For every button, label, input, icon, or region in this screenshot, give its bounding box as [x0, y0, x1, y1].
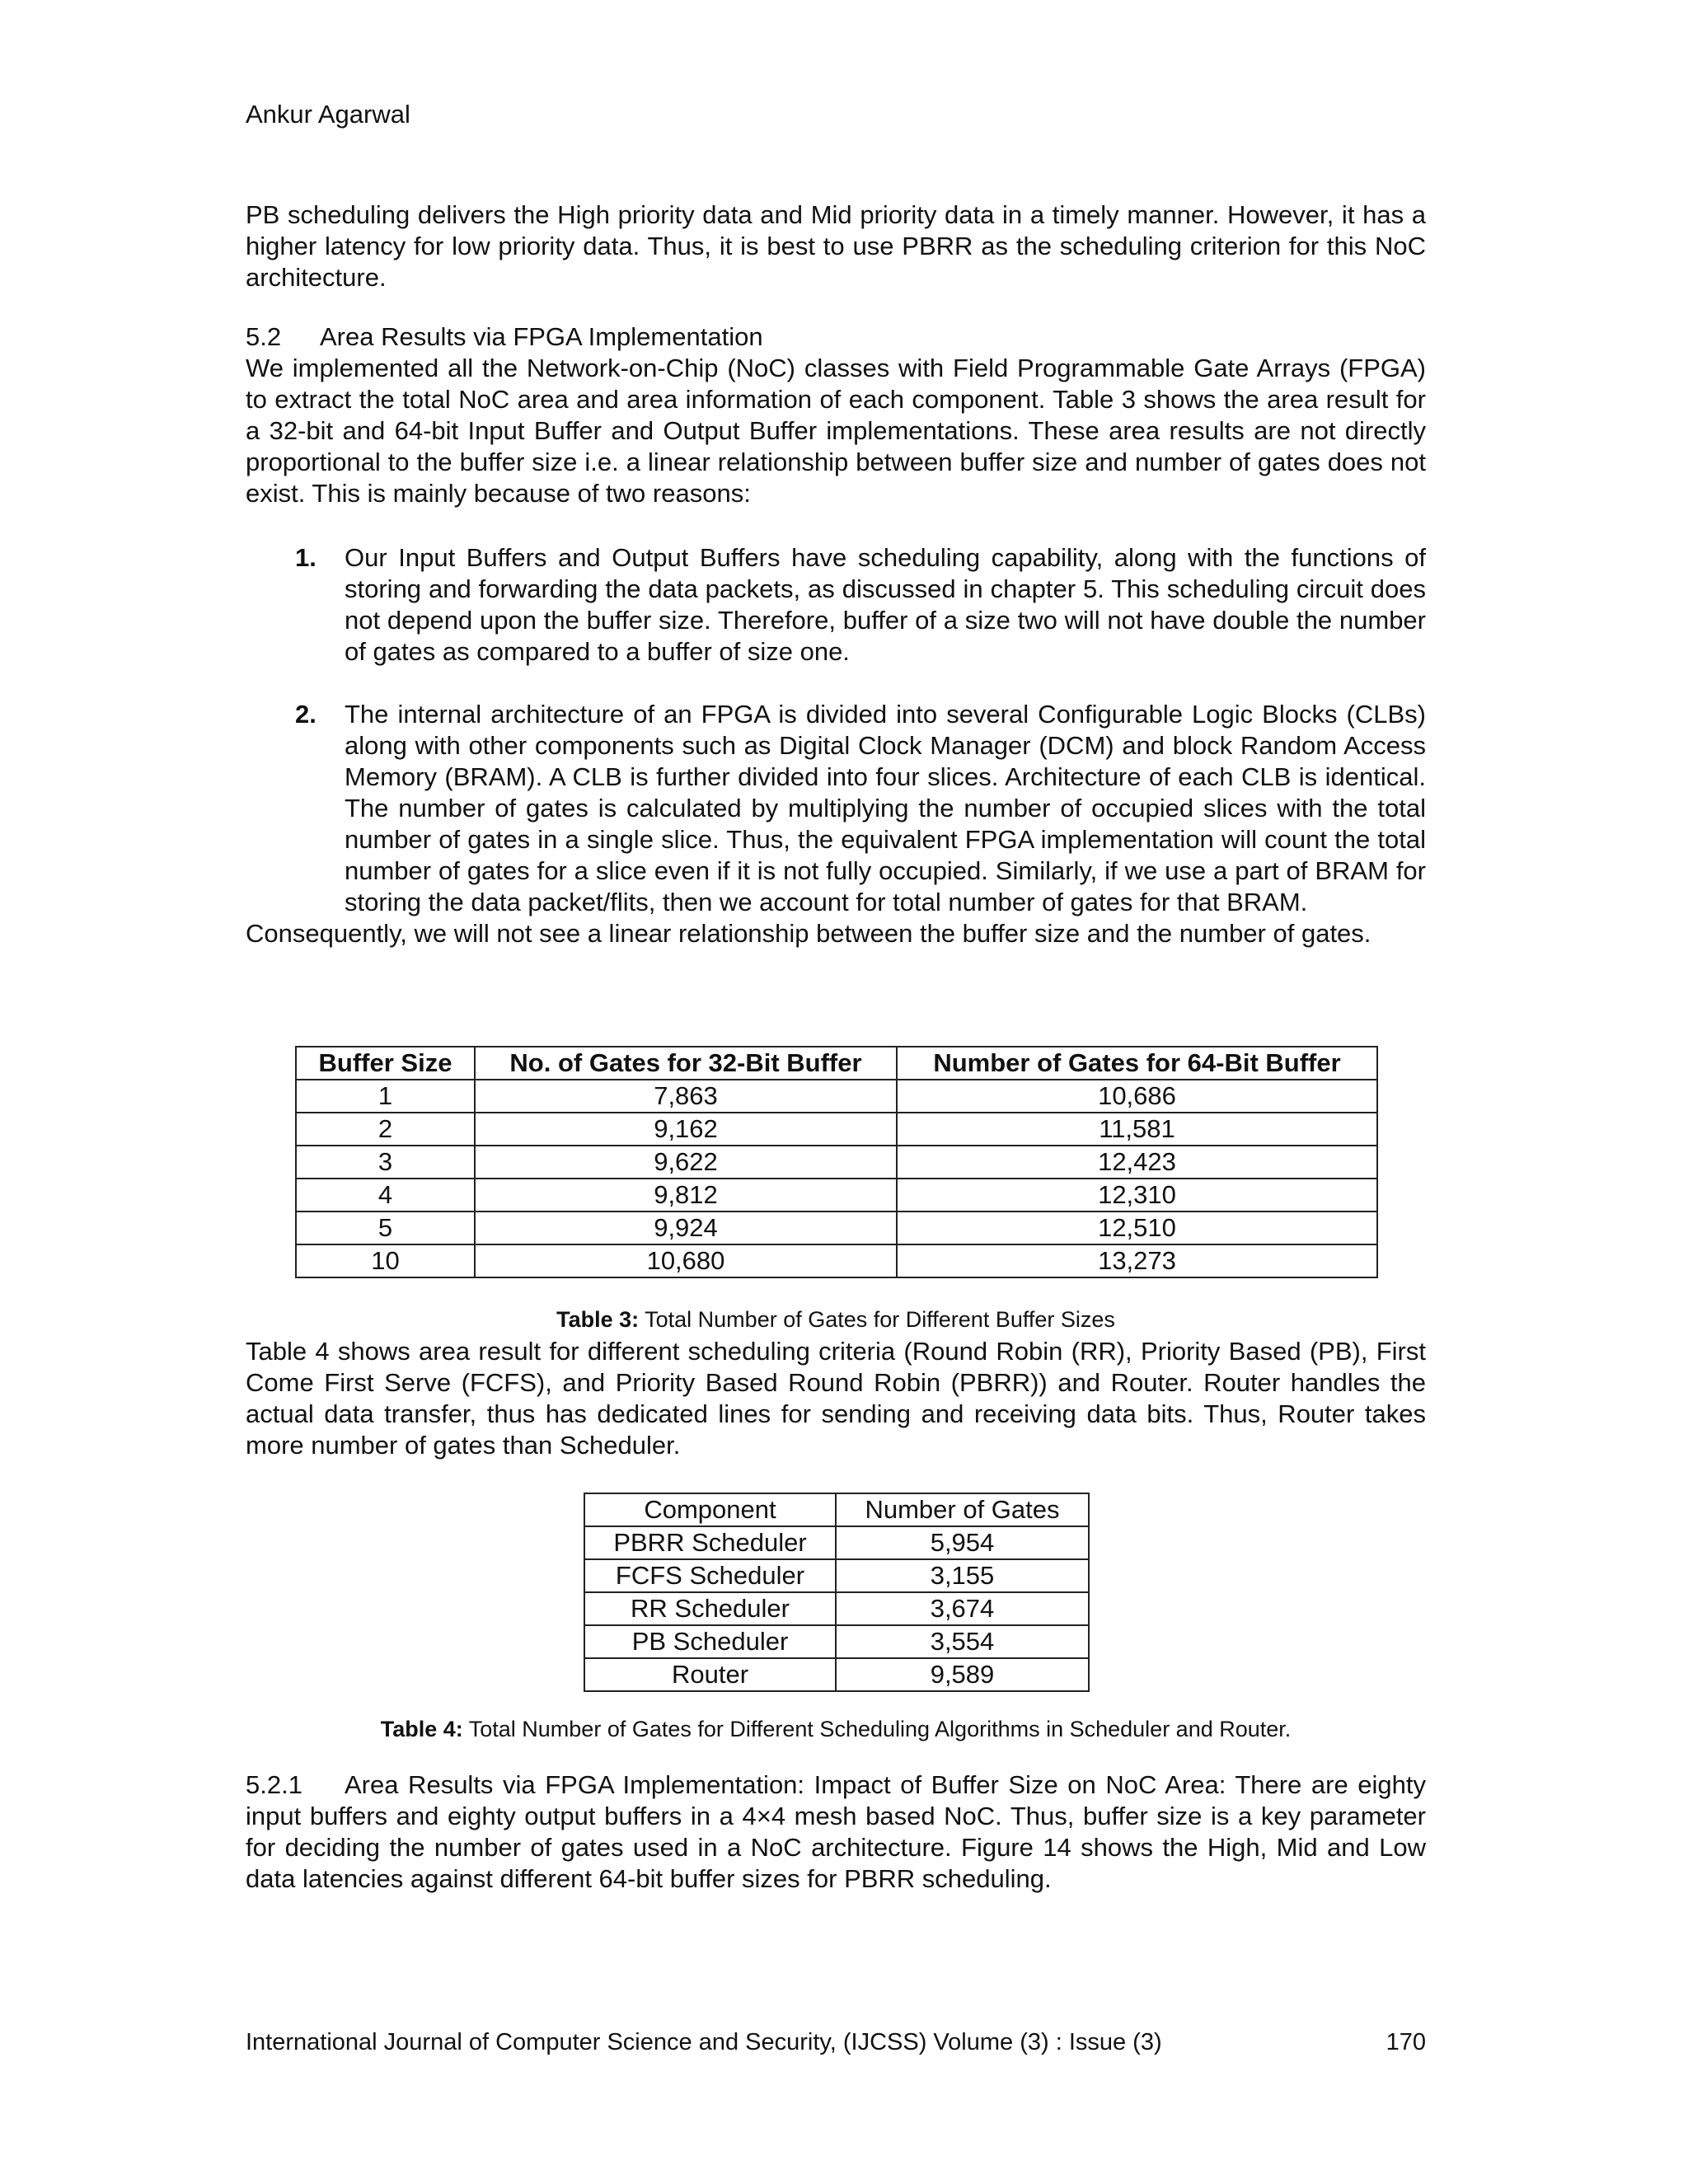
table-cell: 3,155 — [836, 1559, 1089, 1592]
conclusion-paragraph: Consequently, we will not see a linear relationship between the buffer size and the number of gates. — [246, 919, 1372, 948]
page-footer — [246, 2027, 1426, 2057]
table-cell: 10 — [296, 1244, 475, 1277]
section-number: 5.2 — [246, 322, 282, 351]
table-header-row — [296, 1047, 1377, 1080]
table-cell: RR Scheduler — [584, 1592, 836, 1625]
table-3 — [295, 1046, 1378, 1278]
table-row — [584, 1559, 1089, 1592]
table-cell: 10,686 — [897, 1080, 1377, 1113]
table-cell: 12,510 — [897, 1212, 1377, 1244]
intro-paragraph: PB scheduling delivers the High priority data and Mid priority data in a timely manner. However, it has a higher latency for low priority data. Thus, it is best to use PBRR as the scheduling criterion for this NoC architecture. — [246, 200, 1426, 292]
list-item — [246, 699, 1426, 918]
table-4 — [584, 1493, 1090, 1692]
table-cell: FCFS Scheduler — [584, 1559, 836, 1592]
section-heading — [246, 321, 1426, 353]
list-item-text: Our Input Buffers and Output Buffers have scheduling capability, along with the functions of storing and forwarding the data packets, as discussed in chapter 5. This scheduling circuit does not depend upon the buffer size. Therefore, buffer of a size two will not have double the number of gates as compared to a buffer of size one. — [345, 543, 1426, 666]
caption-label: Table 3: — [556, 1307, 640, 1332]
table-header-cell: No. of Gates for 32-Bit Buffer — [475, 1047, 897, 1080]
subsection-paragraph — [246, 1769, 1426, 1895]
table-row — [296, 1244, 1377, 1277]
footer-journal: International Journal of Computer Science and Security, (IJCSS) Volume (3) : Issue (3) — [246, 2029, 1162, 2055]
table-cell: 7,863 — [475, 1080, 897, 1113]
reasons-list-container-2 — [246, 699, 1426, 949]
table-cell: 9,622 — [475, 1146, 897, 1179]
page-number: 170 — [1386, 2029, 1426, 2055]
table-row — [584, 1625, 1089, 1658]
caption-text: Total Number of Gates for Different Scheduling Algorithms in Scheduler and Router. — [462, 1717, 1292, 1741]
list-marker: 2. — [295, 700, 316, 729]
section-paragraph: We implemented all the Network-on-Chip (NoC) classes with Field Programmable Gate Arrays (FPGA) to extract the total NoC area and area information of each component. Table 3 shows the area result for a 32-bit and 64-bit Input Buffer and Output Buffer implementations. These area results are not directly proportional to the buffer size i.e. a linear relationship between buffer size and number of gates does not exist. This is mainly because of two reasons: — [246, 354, 1426, 508]
body-text-block — [246, 199, 1426, 293]
list-item-text: The internal architecture of an FPGA is divided into several Configurable Logic Blocks (CLBs) along with other components such as Digital Clock Manager (DCM) and block Random Access Memory (BRAM). A CLB is further divided into four slices. Architecture of each CLB is identical. The number of gates is calculated by multiplying the number of occupied slices with the total number of gates in a single slice. Thus, the equivalent FPGA implementation will count the total number of gates for a slice even if it is not fully occupied. Similarly, if we use a part of BRAM for storing the data packet/flits, then we account for total number of gates for that BRAM. — [345, 700, 1426, 916]
table-cell: 12,310 — [897, 1179, 1377, 1212]
table-cell: 10,680 — [475, 1244, 897, 1277]
table-row — [296, 1179, 1377, 1212]
table-header-cell: Number of Gates for 64-Bit Buffer — [897, 1047, 1377, 1080]
table-row — [296, 1113, 1377, 1146]
table-cell: 4 — [296, 1179, 475, 1212]
table-row — [584, 1658, 1089, 1691]
table-cell: 2 — [296, 1113, 475, 1146]
table-cell: 1 — [296, 1080, 475, 1113]
table-header-cell: Number of Gates — [836, 1493, 1089, 1526]
table-header-cell: Component — [584, 1493, 836, 1526]
caption-text: Total Number of Gates for Different Buffer Sizes — [639, 1307, 1115, 1332]
table-row — [584, 1526, 1089, 1559]
table-header-row — [584, 1493, 1089, 1526]
table-cell: 5 — [296, 1212, 475, 1244]
table-4-caption — [246, 1715, 1426, 1743]
table-3-caption — [246, 1305, 1426, 1333]
reasons-list-container — [246, 542, 1426, 668]
list-marker: 1. — [295, 543, 316, 572]
running-head-author: Ankur Agarwal — [246, 100, 410, 129]
subsection-number: 5.2.1 — [246, 1770, 302, 1799]
table-cell: 3,554 — [836, 1625, 1089, 1658]
table-cell: 9,812 — [475, 1179, 897, 1212]
caption-label: Table 4: — [380, 1717, 463, 1741]
table-cell: 3,674 — [836, 1592, 1089, 1625]
table-cell: 11,581 — [897, 1113, 1377, 1146]
table-cell: 13,273 — [897, 1244, 1377, 1277]
reasons-list — [246, 699, 1426, 918]
table-cell: 9,589 — [836, 1658, 1089, 1691]
table-cell: 3 — [296, 1146, 475, 1179]
table-cell: 9,924 — [475, 1212, 897, 1244]
table-cell: Router — [584, 1658, 836, 1691]
table-cell: 5,954 — [836, 1526, 1089, 1559]
subsection-text: Area Results via FPGA Implementation: Impact of Buffer Size on NoC Area: There are eighty input buffers and eighty output buffers in a 4×4 mesh based NoC. Thus, buffer size is a key parameter for deciding the number of gates used in a NoC architecture. Figure 14 shows the High, Mid and Low data latencies against different 64-bit buffer sizes for PBRR scheduling. — [246, 1770, 1426, 1893]
table-cell: PBRR Scheduler — [584, 1526, 836, 1559]
table-header-cell: Buffer Size — [296, 1047, 475, 1080]
table-row — [296, 1080, 1377, 1113]
reasons-list — [246, 542, 1426, 668]
table-4-intro-block — [246, 1336, 1426, 1461]
section-title: Area Results via FPGA Implementation — [320, 322, 763, 351]
table-row — [296, 1212, 1377, 1244]
table-cell: 12,423 — [897, 1146, 1377, 1179]
section-5-2 — [246, 321, 1426, 509]
section-5-2-1 — [246, 1769, 1426, 1895]
list-item — [246, 542, 1426, 668]
table-row — [296, 1146, 1377, 1179]
table-row — [584, 1592, 1089, 1625]
table-cell: 9,162 — [475, 1113, 897, 1146]
table-cell: PB Scheduler — [584, 1625, 836, 1658]
table-4-intro-paragraph: Table 4 shows area result for different scheduling criteria (Round Robin (RR), Priority Based (PB), First Come First Serve (FCFS), and Priority Based Round Robin (PBRR)) and Router. Router handles the actual data transfer, thus has dedicated lines for sending and receiving data bits. Thus, Router takes more number of gates than Scheduler. — [246, 1337, 1426, 1460]
